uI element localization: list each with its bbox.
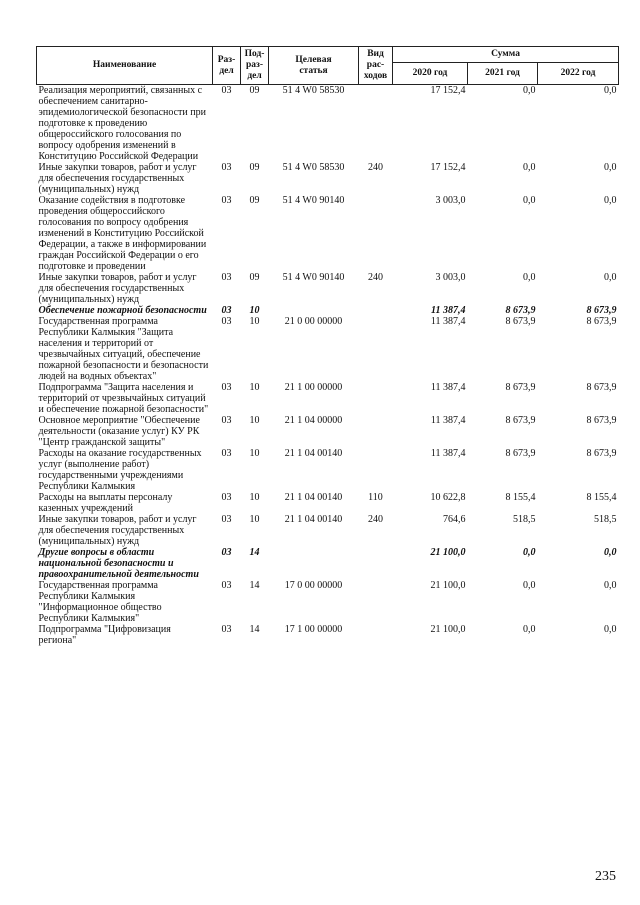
row-amount-2021: 518,5 — [513, 514, 536, 525]
row-amount-2020: 10 622,8 — [430, 492, 466, 503]
row-razdel: 03 — [221, 162, 232, 173]
row-amount-2022: 0,0 — [604, 624, 617, 635]
row-amount-2021: 0,0 — [523, 85, 536, 96]
row-expense-type: 110 — [368, 492, 383, 503]
row-amount-2022: 518,5 — [594, 514, 617, 525]
row-name: Расходы на оказание государственных услуг (выполнение работ) государственными учреждениями Республики Калмыкия — [38, 448, 202, 492]
row-target-article: 21 1 04 00140 — [284, 448, 343, 459]
row-target-article: 17 1 00 00000 — [284, 624, 343, 635]
row-amount-2021: 0,0 — [523, 580, 536, 591]
table-row — [37, 85, 619, 163]
row-target-article: 51 4 W0 90140 — [282, 272, 345, 283]
row-expense-type — [359, 415, 393, 448]
row-amount-2022: 8 673,9 — [586, 305, 617, 316]
row-amount-2022: 0,0 — [604, 580, 617, 591]
row-amount-2022: 0,0 — [604, 272, 617, 283]
row-name: Подпрограмма "Цифровизация региона" — [38, 624, 171, 646]
row-target-article — [269, 305, 359, 316]
table-body — [37, 85, 619, 647]
row-expense-type — [359, 195, 393, 272]
row-razdel: 03 — [221, 514, 232, 525]
row-razdel: 03 — [221, 624, 232, 635]
row-amount-2020: 11 387,4 — [430, 316, 466, 327]
row-razdel: 03 — [221, 195, 232, 206]
row-expense-type — [359, 85, 393, 163]
header-name: Наименование — [37, 47, 213, 85]
table-row — [37, 305, 619, 316]
row-expense-type — [359, 547, 393, 580]
row-target-article: 21 1 04 00140 — [284, 492, 343, 503]
header-target: Целевая статья — [269, 47, 359, 85]
table-row — [37, 162, 619, 195]
row-podrazdel: 14 — [249, 547, 260, 558]
row-amount-2020: 21 100,0 — [430, 624, 466, 635]
header-year-2020: 2020 год — [393, 63, 468, 85]
row-name: Основное мероприятие "Обеспечение деятельности (оказание услуг) КУ РК "Центр гражданской защиты" — [38, 415, 200, 448]
row-expense-type — [359, 382, 393, 415]
row-amount-2020: 17 152,4 — [430, 85, 466, 96]
table-row — [37, 382, 619, 415]
row-amount-2022: 8 155,4 — [586, 492, 617, 503]
row-podrazdel: 14 — [249, 624, 260, 635]
row-razdel: 03 — [221, 316, 232, 327]
row-amount-2021: 8 155,4 — [505, 492, 536, 503]
header-year-2021: 2021 год — [468, 63, 538, 85]
row-expense-type — [359, 448, 393, 492]
row-amount-2021: 0,0 — [523, 272, 536, 283]
row-amount-2022: 8 673,9 — [586, 415, 617, 426]
row-expense-type — [359, 305, 393, 316]
row-expense-type: 240 — [368, 162, 383, 173]
row-name: Расходы на выплаты персоналу казенных учреждений — [38, 492, 173, 514]
row-target-article: 51 4 W0 90140 — [282, 195, 345, 206]
row-podrazdel: 10 — [249, 305, 260, 316]
row-amount-2020: 11 387,4 — [430, 382, 466, 393]
row-name: Государственная программа Республики Калмыкия "Защита населения и территорий от чрезвычайных ситуаций, обеспечение пожарной безопасности и безопасности людей на водных объектах" — [38, 316, 209, 382]
row-amount-2021: 8 673,9 — [505, 415, 536, 426]
row-razdel: 03 — [221, 272, 232, 283]
row-amount-2022: 0,0 — [604, 547, 617, 558]
row-amount-2020: 21 100,0 — [430, 547, 466, 558]
row-podrazdel: 09 — [249, 85, 260, 96]
table-row — [37, 272, 619, 305]
table-row — [37, 195, 619, 272]
row-expense-type: 240 — [368, 272, 383, 283]
row-amount-2020: 11 387,4 — [430, 415, 466, 426]
row-podrazdel: 09 — [249, 162, 260, 173]
header-year-2022: 2022 год — [538, 63, 619, 85]
budget-table — [36, 46, 619, 646]
row-amount-2021: 0,0 — [523, 624, 536, 635]
table-row — [37, 514, 619, 547]
table-row — [37, 492, 619, 514]
row-expense-type — [359, 580, 393, 624]
row-amount-2022: 8 673,9 — [586, 448, 617, 459]
row-amount-2020: 17 152,4 — [430, 162, 466, 173]
row-amount-2022: 0,0 — [604, 85, 617, 96]
row-expense-type: 240 — [368, 514, 383, 525]
table-row — [37, 580, 619, 624]
row-amount-2020: 11 387,4 — [430, 448, 466, 459]
row-razdel: 03 — [221, 580, 232, 591]
row-amount-2021: 0,0 — [523, 547, 536, 558]
table-row — [37, 624, 619, 646]
header-sum: Сумма — [393, 47, 619, 63]
row-amount-2022: 8 673,9 — [586, 382, 617, 393]
header-vid: Вид рас- ходов — [359, 47, 393, 85]
row-amount-2021: 8 673,9 — [505, 305, 536, 316]
row-name: Государственная программа Республики Калмыкия "Информационное общество Республики Калмыкия" — [38, 580, 162, 624]
table-row — [37, 547, 619, 580]
row-razdel: 03 — [221, 547, 232, 558]
row-target-article: 21 1 04 00000 — [284, 415, 343, 426]
row-podrazdel: 10 — [249, 514, 260, 525]
row-target-article: 51 4 W0 58530 — [282, 85, 345, 96]
row-razdel: 03 — [221, 85, 232, 96]
row-amount-2022: 0,0 — [604, 162, 617, 173]
row-expense-type — [359, 316, 393, 382]
row-podrazdel: 10 — [249, 492, 260, 503]
row-target-article: 51 4 W0 58530 — [282, 162, 345, 173]
row-name: Подпрограмма "Защита населения и территорий от чрезвычайных ситуаций и обеспечение пожарной безопасности" — [38, 382, 209, 415]
table-row — [37, 415, 619, 448]
row-razdel: 03 — [221, 305, 232, 316]
table-row — [37, 316, 619, 382]
row-target-article: 21 1 04 00140 — [284, 514, 343, 525]
header-razdel: Раз- дел — [213, 47, 241, 85]
row-amount-2020: 21 100,0 — [430, 580, 466, 591]
row-amount-2020: 3 003,0 — [435, 272, 466, 283]
header-podrazdel: Под- раз- дел — [241, 47, 269, 85]
row-podrazdel: 10 — [249, 382, 260, 393]
row-podrazdel: 10 — [249, 415, 260, 426]
row-name: Обеспечение пожарной безопасности — [38, 305, 207, 316]
row-target-article: 21 1 00 00000 — [284, 382, 343, 393]
row-amount-2021: 8 673,9 — [505, 316, 536, 327]
row-target-article: 21 0 00 00000 — [284, 316, 343, 327]
row-name: Иные закупки товаров, работ и услуг для обеспечения государственных (муниципальных) нужд — [38, 514, 197, 547]
row-podrazdel: 09 — [249, 272, 260, 283]
row-razdel: 03 — [221, 492, 232, 503]
row-podrazdel: 10 — [249, 316, 260, 327]
row-podrazdel: 10 — [249, 448, 260, 459]
row-amount-2021: 8 673,9 — [505, 382, 536, 393]
row-podrazdel: 14 — [249, 580, 260, 591]
row-name: Иные закупки товаров, работ и услуг для обеспечения государственных (муниципальных) нужд — [38, 162, 197, 195]
row-razdel: 03 — [221, 415, 232, 426]
row-razdel: 03 — [221, 382, 232, 393]
page-number: 235 — [595, 869, 616, 884]
row-expense-type — [359, 624, 393, 646]
table-header — [37, 47, 619, 85]
row-target-article: 17 0 00 00000 — [284, 580, 343, 591]
row-name: Иные закупки товаров, работ и услуг для обеспечения государственных (муниципальных) нужд — [38, 272, 197, 305]
row-name: Реализация мероприятий, связанных с обеспечением санитарно-эпидемиологической безопасности при подготовке к проведению общероссийского голосования по вопросу одобрения изменений в Конституцию Российской Федерации — [38, 85, 206, 162]
row-podrazdel: 09 — [249, 195, 260, 206]
row-target-article — [269, 547, 359, 580]
row-amount-2021: 8 673,9 — [505, 448, 536, 459]
row-name: Оказание содействия в подготовке проведения общероссийского голосования по вопросу одобрения изменений в Конституцию Российской Федерации, а также в информировании граждан Российской Федерации о его подготовке и проведении — [38, 195, 207, 272]
row-amount-2021: 0,0 — [523, 162, 536, 173]
row-razdel: 03 — [221, 448, 232, 459]
row-amount-2021: 0,0 — [523, 195, 536, 206]
row-amount-2020: 11 387,4 — [431, 305, 466, 316]
row-amount-2020: 3 003,0 — [435, 195, 466, 206]
table-row — [37, 448, 619, 492]
row-name: Другие вопросы в области национальной безопасности и правоохранительной деятельности — [38, 547, 199, 580]
row-amount-2022: 8 673,9 — [586, 316, 617, 327]
row-amount-2020: 764,6 — [443, 514, 466, 525]
row-amount-2022: 0,0 — [604, 195, 617, 206]
